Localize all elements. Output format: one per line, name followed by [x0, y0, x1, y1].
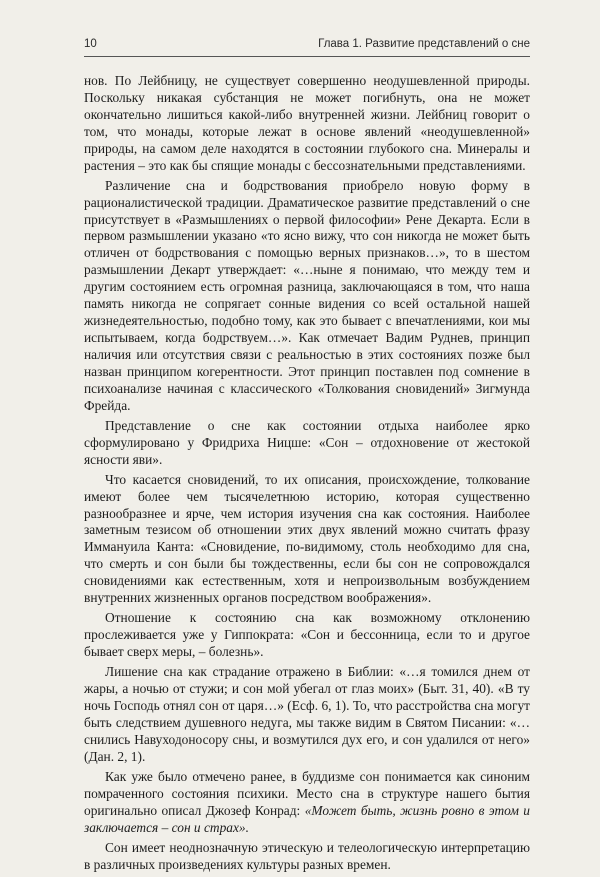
chapter-title: Глава 1. Развитие представлений о сне: [318, 38, 530, 50]
paragraph-hippocrates: Отношение к состоянию сна как возможному отклонению прослеживается уже у Гиппократа: «Сон и бессонница, если то и другое бывает сверх меры, – болезнь».: [84, 610, 530, 660]
paragraph-conrad-text: Как уже было отмечено ранее, в буддизме сон понимается как синоним помраченного состояния психики. Место сна в структуре нашего бытия оригинально описал Джозеф Конрад:: [84, 769, 530, 818]
header-rule: [84, 56, 530, 57]
page-number: 10: [84, 38, 97, 50]
paragraph-ethics: Сон имеет неоднозначную этическую и телеологическую интерпретацию в различных произведениях культуры разных времен.: [84, 839, 530, 872]
paragraph-nietzsche: Представление о сне как состоянии отдыха наиболее ярко сформулировано у Фридриха Ницше: «Сон – отдохновение от жестокой ясности яви».: [84, 417, 530, 467]
conrad-quote: «Может быть, жизнь ровно в этом и заключается – сон и страх».: [84, 802, 531, 835]
paragraph-bible: Лишение сна как страдание отражено в Библии: «…я томился днем от жары, а ночью от стужи; и сон мой убегал от глаз моих» (Быт. 31, 40). «В ту ночь Господь отнял сон от царя…» (Есф. 6, 1). То, что расстройства сна могут быть следствием душевного недуга, мы также видим в Святом Писании: «…снились Навуходоносору сны, и возмутился дух его, и сон удалился от него» (Дан. 2, 1).: [84, 664, 530, 764]
paragraph-descartes: Различение сна и бодрствования приобрело новую форму в рационалистической традиции. Драматическое развитие представлений о сне присутствует в «Размышлениях о первой философии» Рене Декарта. Если в первом размышлении указано «то ясно вижу, что сон никогда не может быть отличен от бодрствования с помощью верных признаков…», то в шестом размышлении Декарт утверждает: «…ныне я понимаю, что между тем и другим состоянием есть огромная разница, заключающаяся в том, что наша память никогда не сопрягает сонные видения со всей остальной нашей жизнедеятельностью, подобно тому, как это бывает с впечатлениями, кои мы испытываем, когда бодрствуем…». Как отмечает Вадим Руднев, принцип наличия или отсутствия связи с реальностью в этих состояниях позже был назван принципом когерентности. Этот принцип поставлен под сомнение в психоанализе начиная с классического «Толкования сновидений» Зигмунда Фрейда.: [84, 177, 530, 413]
page-body: [84, 73, 530, 877]
paragraph-kant: Что касается сновидений, то их описания, происхождение, толкование имеют более чем тысячелетнюю историю, которая существенно разнообразнее и ярче, чем история изучения сна как состояния. Наиболее заметным тезисом об отношении этих двух явлений можно считать фразу Иммануила Канта: «Сновидение, по-видимому, столь необходимо для сна, что смерть и сон были бы тождественны, если бы сон не сопровождался сновидениями как естественным, хотя и непроизвольным возбуждением внутренних жизненных органов посредством воображения».: [84, 471, 530, 606]
running-header: [84, 36, 530, 58]
paragraph-leibniz: нов. По Лейбницу, не существует совершенно неодушевленной природы. Поскольку никакая субстанция не может погибнуть, она не может окончательно лишиться какой-либо внутренней жизни. Лейбниц говорит о том, что монады, которые лежат в основе явлений «неодушевленной» природы, на самом деле находятся в состоянии глубокого сна. Минералы и растения – это как бы спящие монады с бессознательными представлениями.: [84, 73, 530, 173]
paragraph-conrad: [84, 769, 530, 837]
